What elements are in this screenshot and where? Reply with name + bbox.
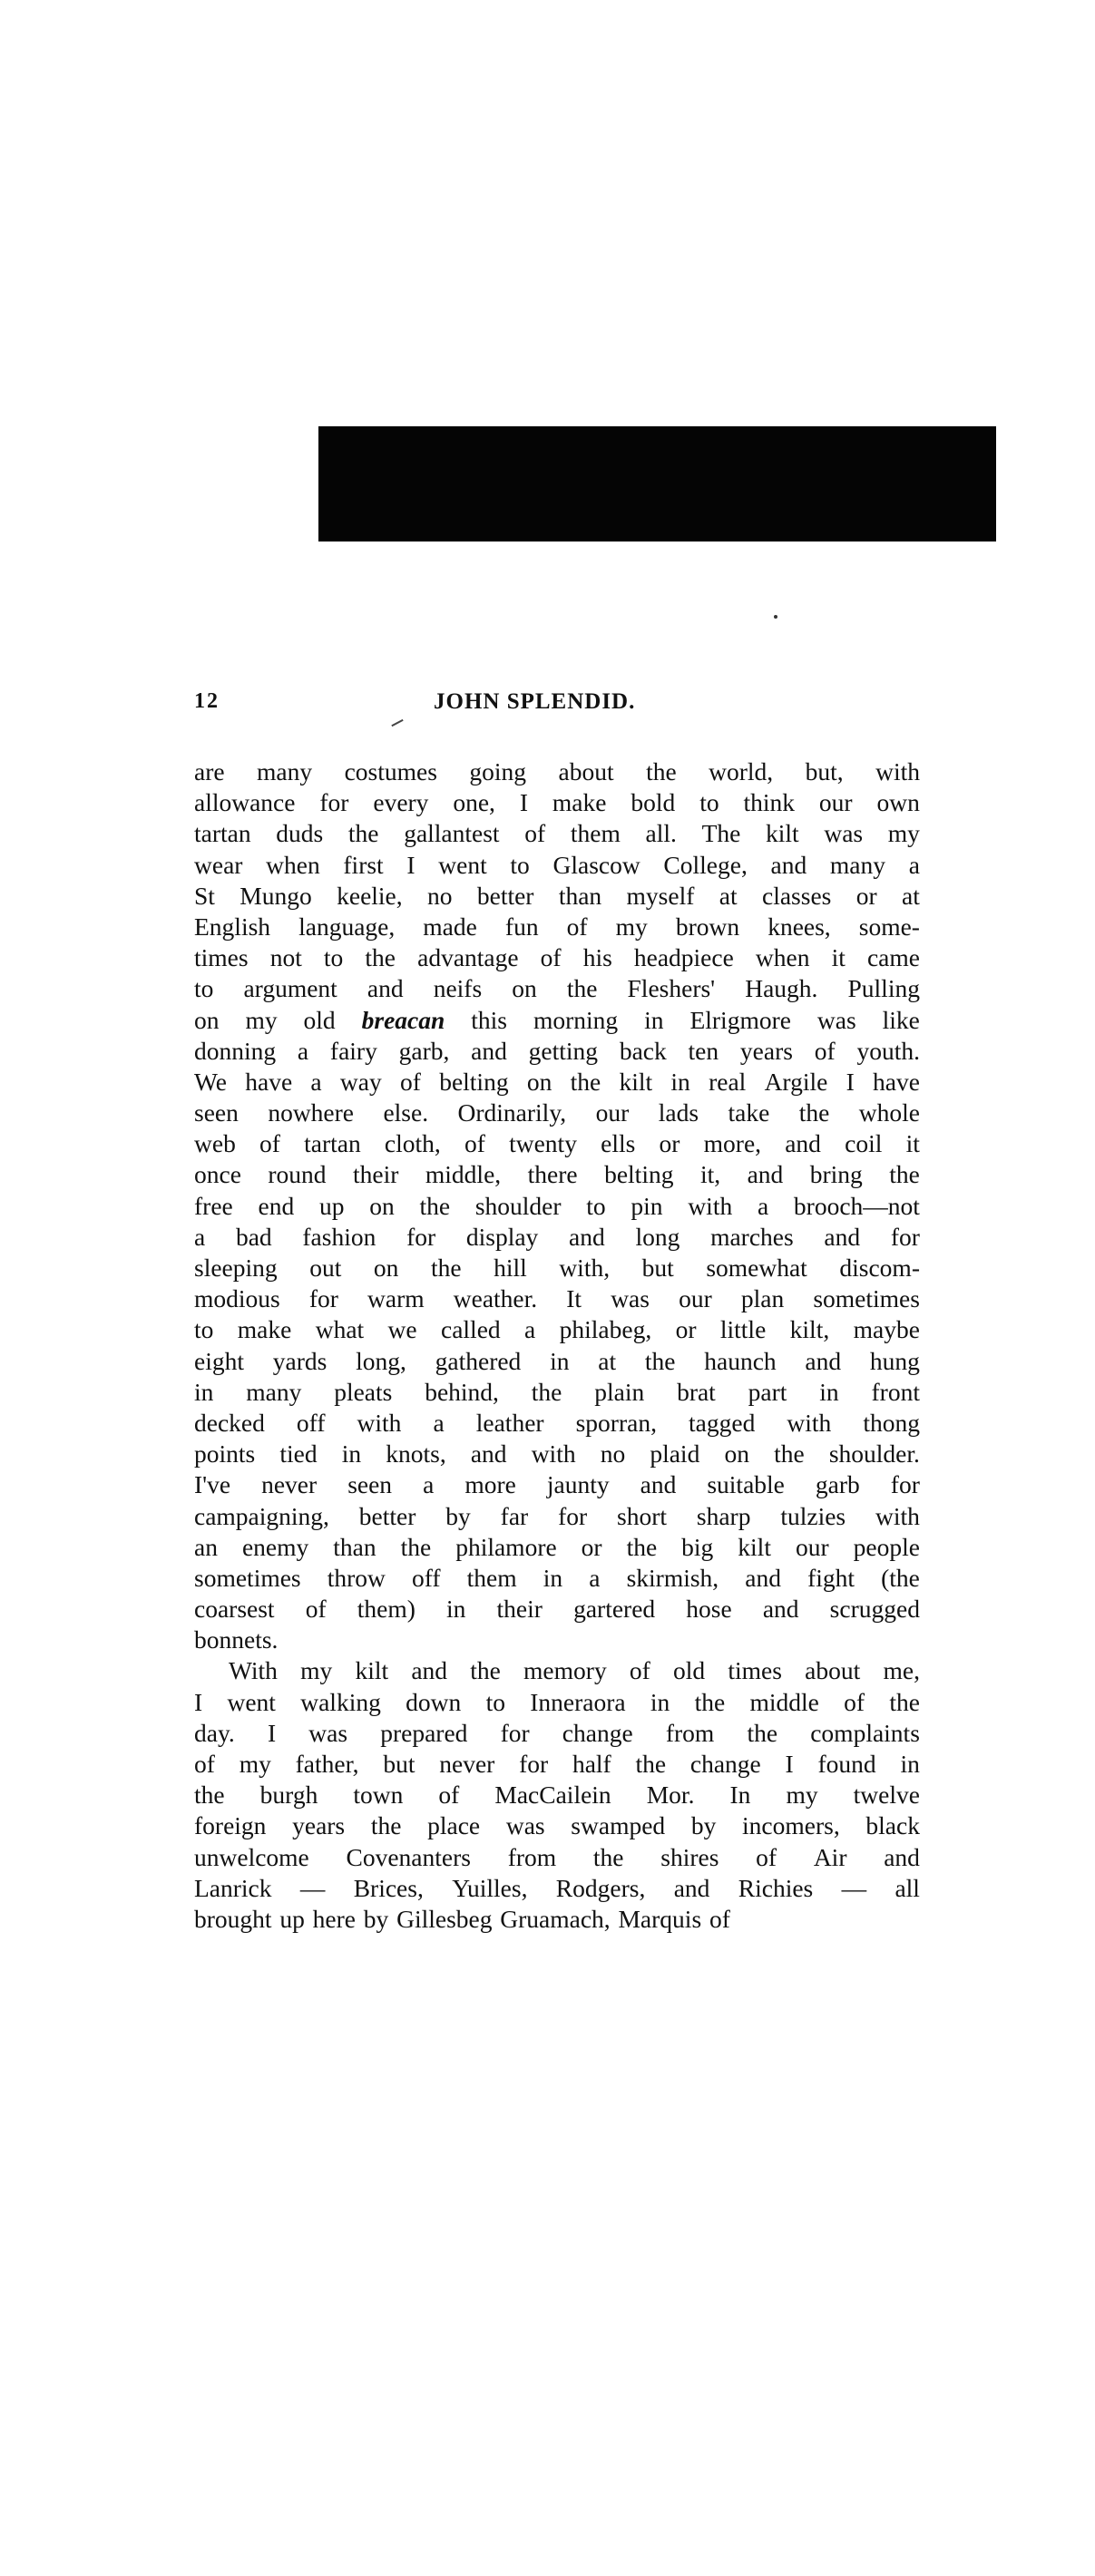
page-number: 12 [194, 689, 220, 713]
paragraph [194, 1655, 920, 1935]
text-line: St Mungo keelie, no better than myself at classes or at [194, 881, 920, 910]
text-line: wear when first I went to Glascow College, and many a [194, 850, 920, 879]
text-line: brought up here by Gillesbeg Gruamach, Marquis of [194, 1904, 730, 1933]
text-line: points tied in knots, and with no plaid on the shoulder. [194, 1439, 920, 1469]
text-line: are many costumes going about the world, but, with [194, 757, 920, 785]
text-line: of my father, but never for half the change I found in [194, 1750, 920, 1778]
text-line: a bad fashion for display and long marches and for [194, 1222, 920, 1251]
ink-speck [774, 615, 777, 619]
text-line: I've never seen a more jaunty and suitable garb for [194, 1470, 920, 1499]
text-line: once round their middle, there belting it, and bring the [194, 1160, 920, 1189]
text-line: free end up on the shoulder to pin with a brooch—not [194, 1191, 920, 1220]
text-line: sleeping out on the hill with, but somewhat discom- [194, 1254, 920, 1282]
text-line: modious for warm weather. It was our plan sometimes [194, 1284, 920, 1313]
text-line: tartan duds the gallantest of them all. The kilt was my [194, 819, 920, 848]
body-text [194, 756, 920, 1935]
text-line: campaigning, better by far for short sharp tulzies with [194, 1501, 920, 1530]
text-line: on my old breacan this morning in Elrigmore was like [194, 1005, 920, 1034]
stray-ink-mark [391, 719, 403, 727]
text-line: donning a fairy garb, and getting back ten years of youth. [194, 1036, 920, 1065]
redaction-bar [318, 426, 996, 542]
text-line: I went walking down to Inneraora in the middle of the [194, 1687, 920, 1716]
text-line: English language, made fun of my brown knees, some- [194, 912, 920, 941]
text-line: an enemy than the philamore or the big kilt our people [194, 1532, 920, 1561]
page-header [194, 689, 920, 726]
text-line: foreign years the place was swamped by incomers, black [194, 1811, 920, 1840]
text-line: day. I was prepared for change from the complaints [194, 1718, 920, 1747]
text-line: web of tartan cloth, of twenty ells or more, and coil it [194, 1129, 920, 1158]
text-line: to argument and neifs on the Fleshers' Haugh. Pulling [194, 974, 920, 1003]
text-line: to make what we called a philabeg, or little kilt, maybe [194, 1315, 920, 1344]
text-line: bonnets. [194, 1625, 279, 1654]
text-line: decked off with a leather sporran, tagged with thong [194, 1408, 920, 1437]
running-head: JOHN SPLENDID. [434, 689, 636, 714]
text-line: in many pleats behind, the plain brat part in front [194, 1377, 920, 1406]
text-line: Lanrick — Brices, Yuilles, Rodgers, and Richies — all [194, 1873, 920, 1902]
text-line: unwelcome Covenanters from the shires of Air and [194, 1842, 920, 1871]
text-line: seen nowhere else. Ordinarily, our lads take the whole [194, 1098, 920, 1127]
text-line: allowance for every one, I make bold to think our own [194, 788, 920, 817]
text-line: We have a way of belting on the kilt in real Argile I have [194, 1067, 920, 1096]
text-line: times not to the advantage of his headpiece when it came [194, 943, 920, 972]
paragraph [194, 756, 920, 1655]
text-line: the burgh town of MacCailein Mor. In my twelve [194, 1781, 920, 1810]
text-line: With my kilt and the memory of old times about me, [229, 1656, 920, 1685]
text-line: sometimes throw off them in a skirmish, and fight (the [194, 1563, 920, 1592]
text-line: eight yards long, gathered in at the haunch and hung [194, 1346, 920, 1375]
text-line: coarsest of them) in their gartered hose and scrugged [194, 1595, 920, 1624]
